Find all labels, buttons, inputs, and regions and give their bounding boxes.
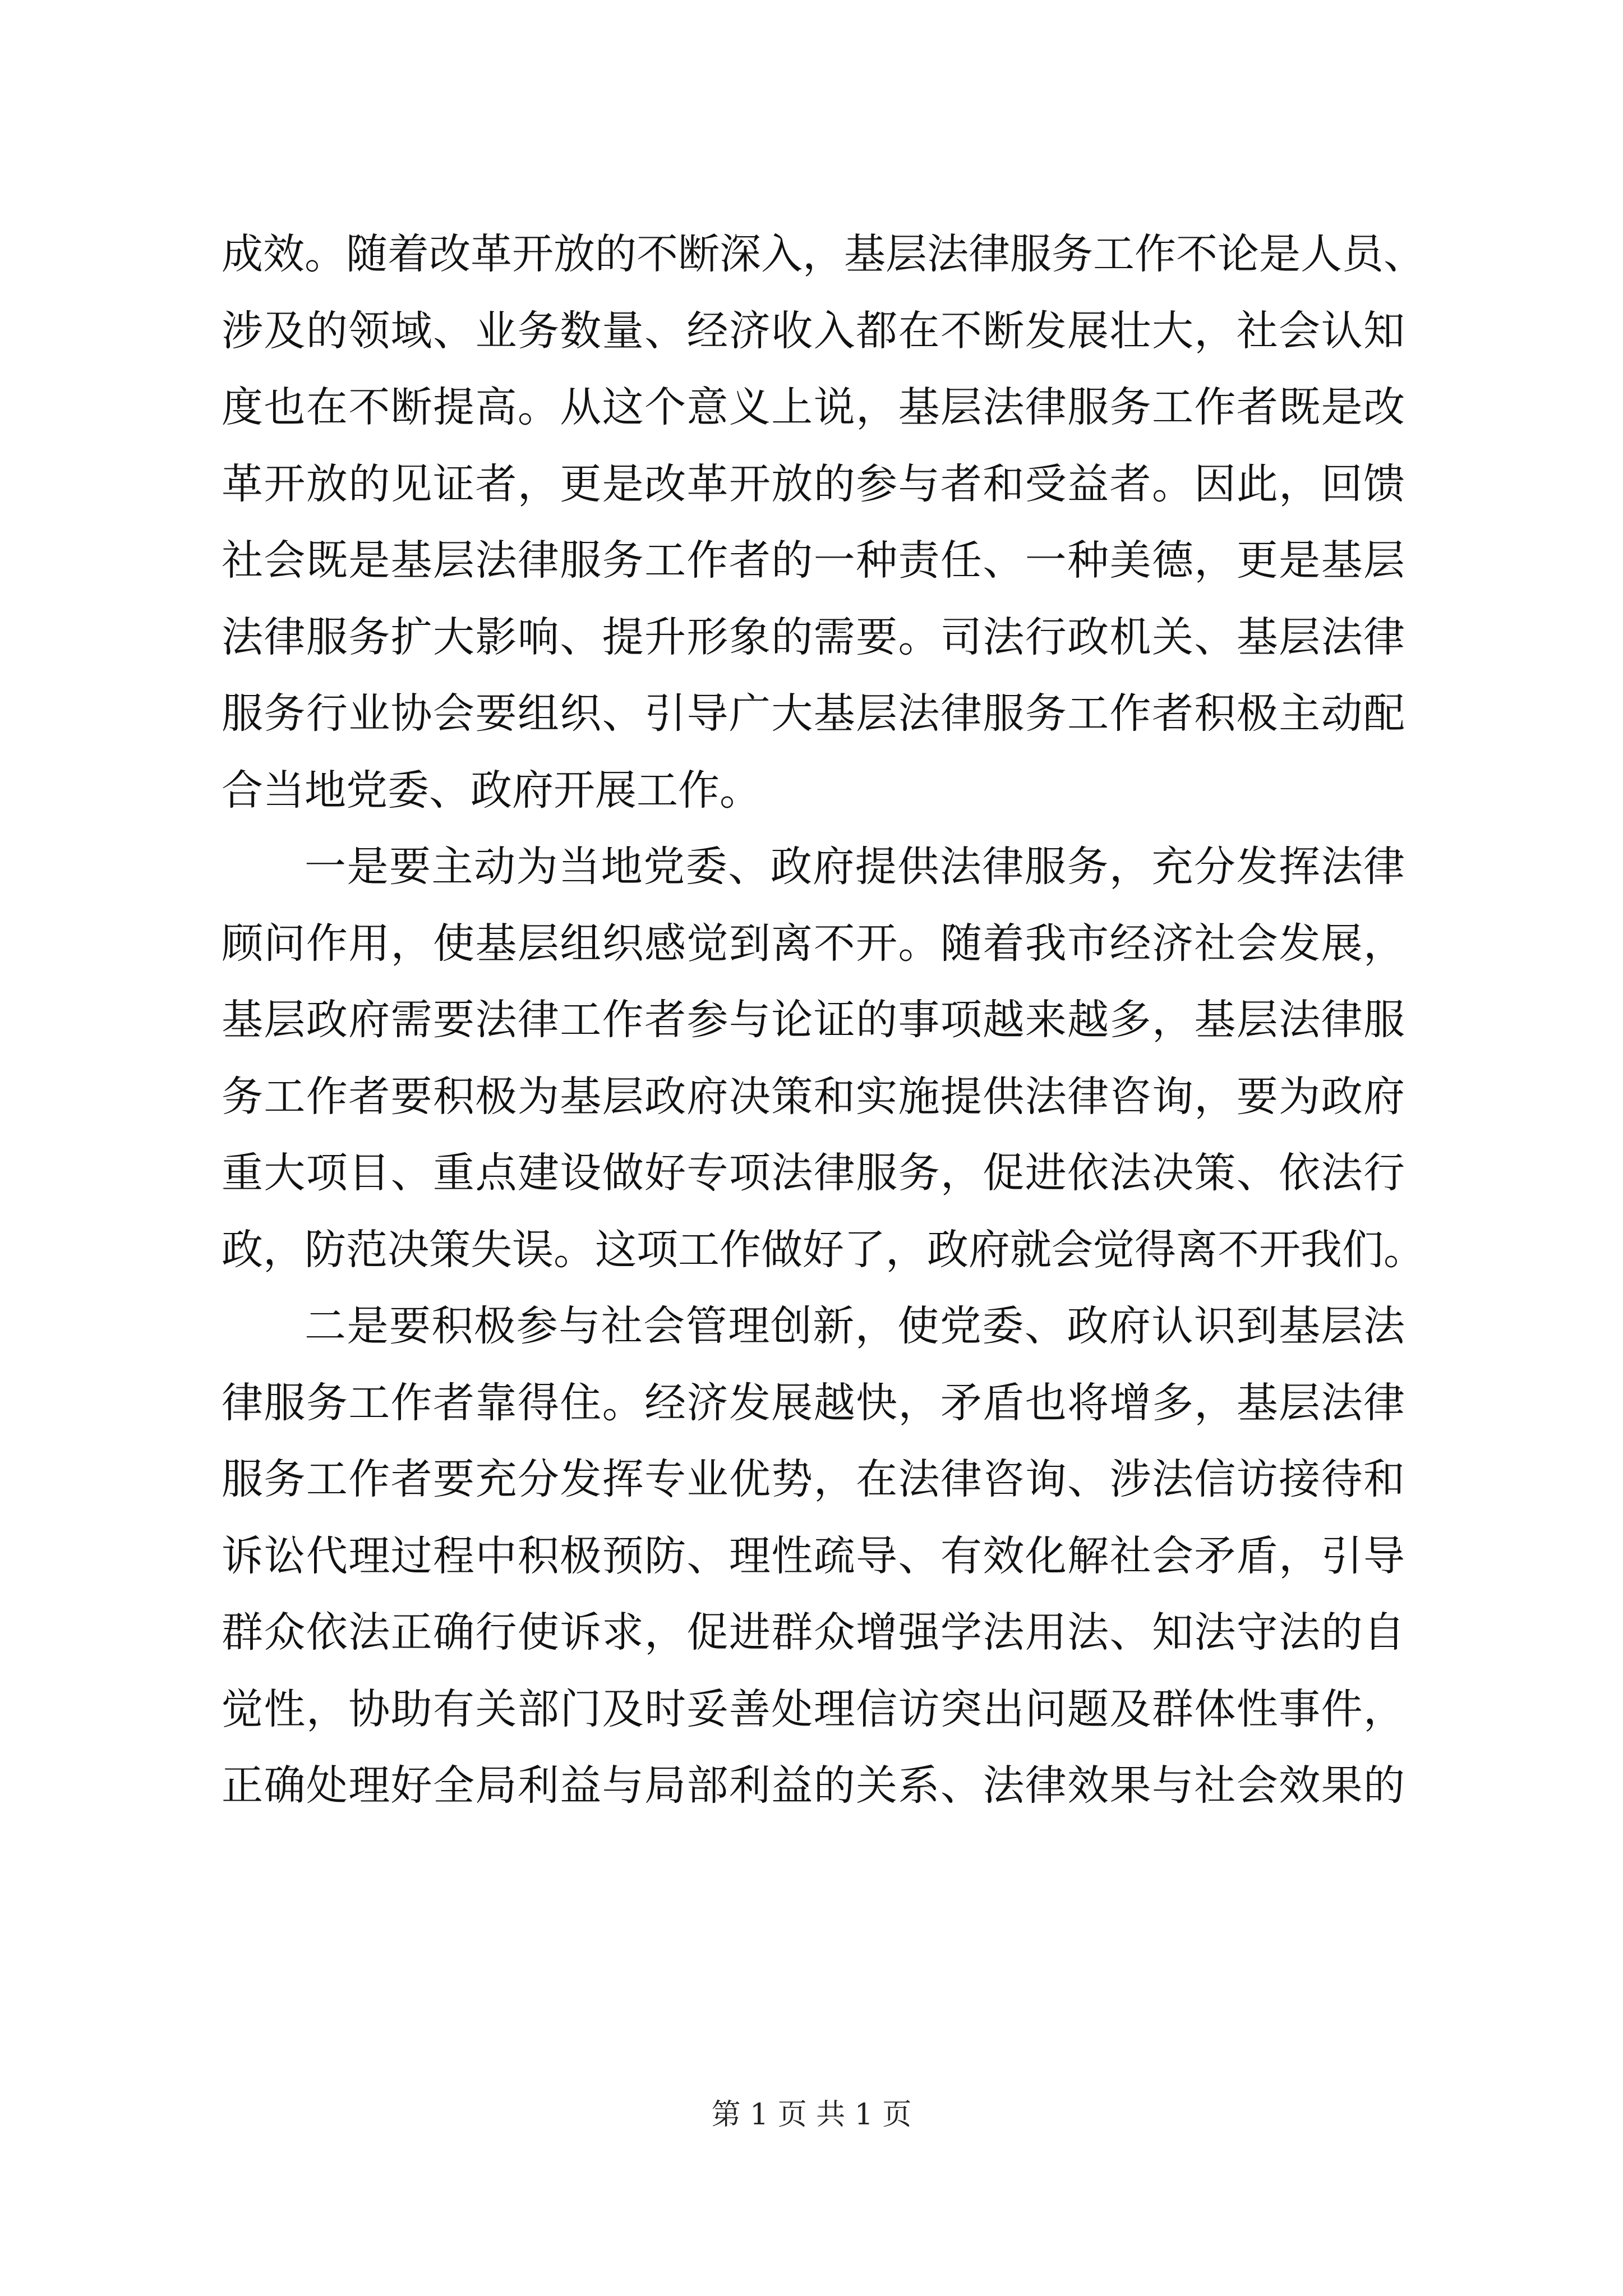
document-body <box>222 216 1425 1824</box>
paragraph-first-line: 二是要积极参与社会管理创新，使党委、政府认识到基层法 <box>305 1302 1405 1350</box>
text-line: 成效。随着改革开放的不断深入，基层法律服务工作不论是人员、 <box>222 230 1425 278</box>
text-line: 服务行业协会要组织、引导广大基层法律服务工作者积极主动配 <box>222 689 1405 738</box>
text-line: 基层政府需要法律工作者参与论证的事项越来越多，基层法律服 <box>222 996 1405 1044</box>
text-line: 群众依法正确行使诉求，促进群众增强学法用法、知法守法的自 <box>222 1608 1405 1657</box>
text-line: 社会既是基层法律服务工作者的一种责任、一种美德，更是基层 <box>222 536 1405 585</box>
text-line: 律服务工作者靠得住。经济发展越快，矛盾也将增多，基层法律 <box>222 1378 1405 1427</box>
text-line: 服务工作者要充分发挥专业优势，在法律咨询、涉法信访接待和 <box>222 1455 1405 1503</box>
text-line: 诉讼代理过程中积极预防、理性疏导、有效化解社会矛盾，引导 <box>222 1531 1405 1580</box>
text-line: 合当地党委、政府开展工作。 <box>222 766 761 815</box>
text-line: 涉及的领域、业务数量、经济收入都在不断发展壮大，社会认知 <box>222 306 1405 355</box>
paragraph-first-line: 一是要主动为当地党委、政府提供法律服务，充分发挥法律 <box>305 843 1405 891</box>
text-line: 觉性，协助有关部门及时妥善处理信访突出问题及群体性事件， <box>222 1685 1405 1733</box>
page-footer <box>0 2095 1623 2134</box>
text-line: 务工作者要积极为基层政府决策和实施提供法律咨询，要为政府 <box>222 1072 1405 1121</box>
text-line: 重大项目、重点建设做好专项法律服务，促进依法决策、依法行 <box>222 1149 1405 1197</box>
text-line: 政，防范决策失误。这项工作做好了，政府就会觉得离不开我们。 <box>222 1225 1425 1274</box>
page-number-label: 第 1 页 共 1 页 <box>711 2098 912 2132</box>
text-line: 度也在不断提高。从这个意义上说，基层法律服务工作者既是改 <box>222 383 1405 431</box>
text-line: 革开放的见证者，更是改革开放的参与者和受益者。因此，回馈 <box>222 459 1405 508</box>
text-line: 正确处理好全局利益与局部利益的关系、法律效果与社会效果的 <box>222 1761 1405 1810</box>
text-line: 法律服务扩大影响、提升形象的需要。司法行政机关、基层法律 <box>222 613 1405 661</box>
text-line: 顾问作用，使基层组织感觉到离不开。随着我市经济社会发展， <box>222 919 1405 968</box>
